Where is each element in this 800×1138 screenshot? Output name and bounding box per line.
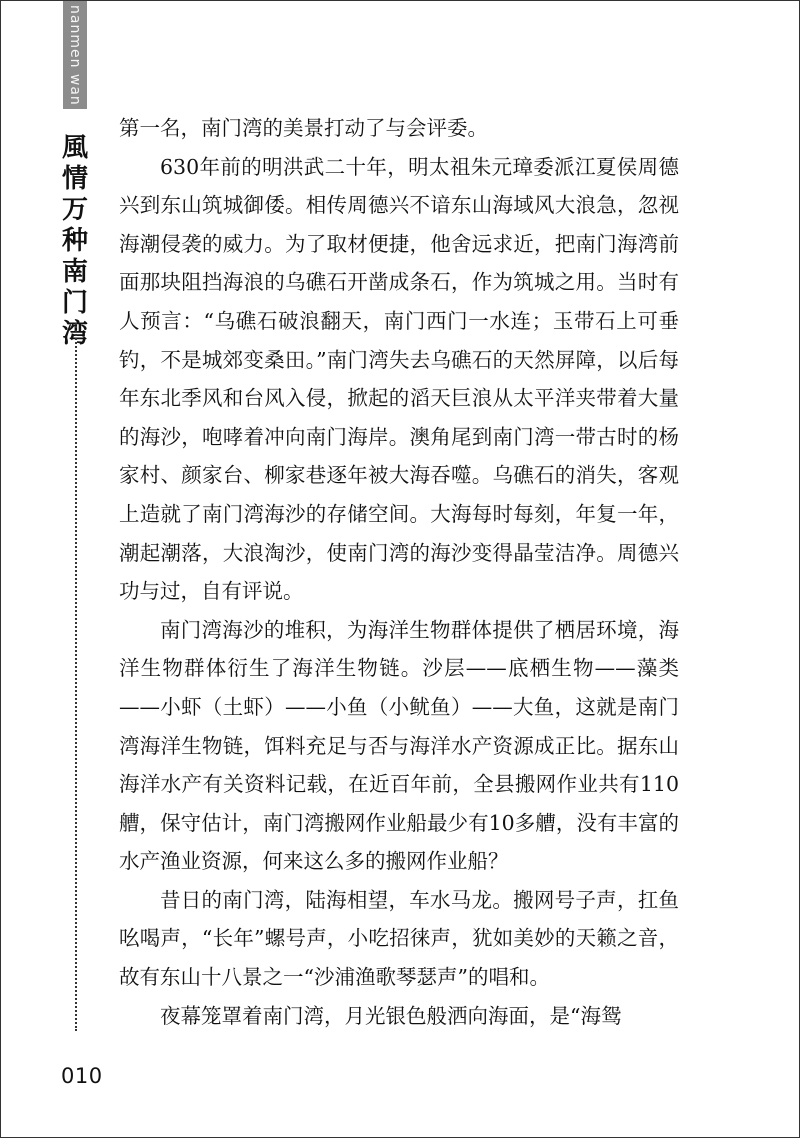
paragraph: 夜幕笼罩着南门湾，月光银色般洒向海面，是“海鸳 <box>160 1003 622 1028</box>
page-number: 010 <box>61 1064 103 1088</box>
title-char: 门 <box>61 288 88 318</box>
paragraph: 昔日的南门湾，陆海相望，车水马龙。搬网号子声，扛鱼吆喝声，“长年”螺号声，小吃招徕声，犹如美妙的天籁之音，故有东山十八景之一“沙浦渔歌琴瑟声”的唱和。 <box>119 887 679 990</box>
title-char: 湾 <box>61 319 88 349</box>
running-head: nanmen wan <box>67 4 83 106</box>
body-text <box>119 109 679 1035</box>
running-head-band <box>63 1 87 109</box>
paragraph: 第一名，南门湾的美景打动了与会评委。 <box>119 116 488 140</box>
paragraph: 630年前的明洪武二十年，明太祖朱元璋委派江夏侯周德兴到东山筑城御倭。相传周德兴不谙东山海域风大浪急，忽视海潮侵袭的威力。为了取材便捷，他舍远求近，把南门海湾前面那块阻挡海浪的乌礁石开凿成条石，作为筑城之用。当时有人预言：“乌礁石破浪翻天，南门西门一水连；玉带石上可垂钓，不是城郊变桑田。”南门湾失去乌礁石的天然屏障，以后每年东北季风和台风入侵，掀起的滔天巨浪从太平洋夹带着大量的海沙，咆哮着冲向南门海岸。澳角尾到南门湾一带古时的杨家村、颜家台、柳家巷逐年被大海吞噬。乌礁石的消失，客观上造就了南门湾海沙的存储空间。大海每时每刻，年复一年，潮起潮落，大浪淘沙，使南门湾的海沙变得晶莹洁净。周德兴功与过，自有评说。 <box>119 154 679 604</box>
dotted-divider <box>75 323 77 1031</box>
paragraph: 南门湾海沙的堆积，为海洋生物群体提供了栖居环境，海洋生物群体衍生了海洋生物链。沙层——底栖生物——藻类——小虾（土虾）——小鱼（小鱿鱼）——大鱼，这就是南门湾海洋生物链，饵料充足与否与海洋水产资源成正比。据东山海洋水产有关资料记载，在近百年前，全县搬网作业共有110艚，保守估计，南门湾搬网作业船最少有10多艚，没有丰富的水产渔业资源，何来这么多的搬网作业船？ <box>119 617 679 874</box>
title-char: 万 <box>61 195 88 225</box>
chapter-title-vertical <box>61 133 89 350</box>
title-char: 南 <box>61 257 88 287</box>
title-char: 風 <box>61 133 88 163</box>
title-char: 种 <box>61 226 88 256</box>
title-char: 情 <box>61 164 88 194</box>
